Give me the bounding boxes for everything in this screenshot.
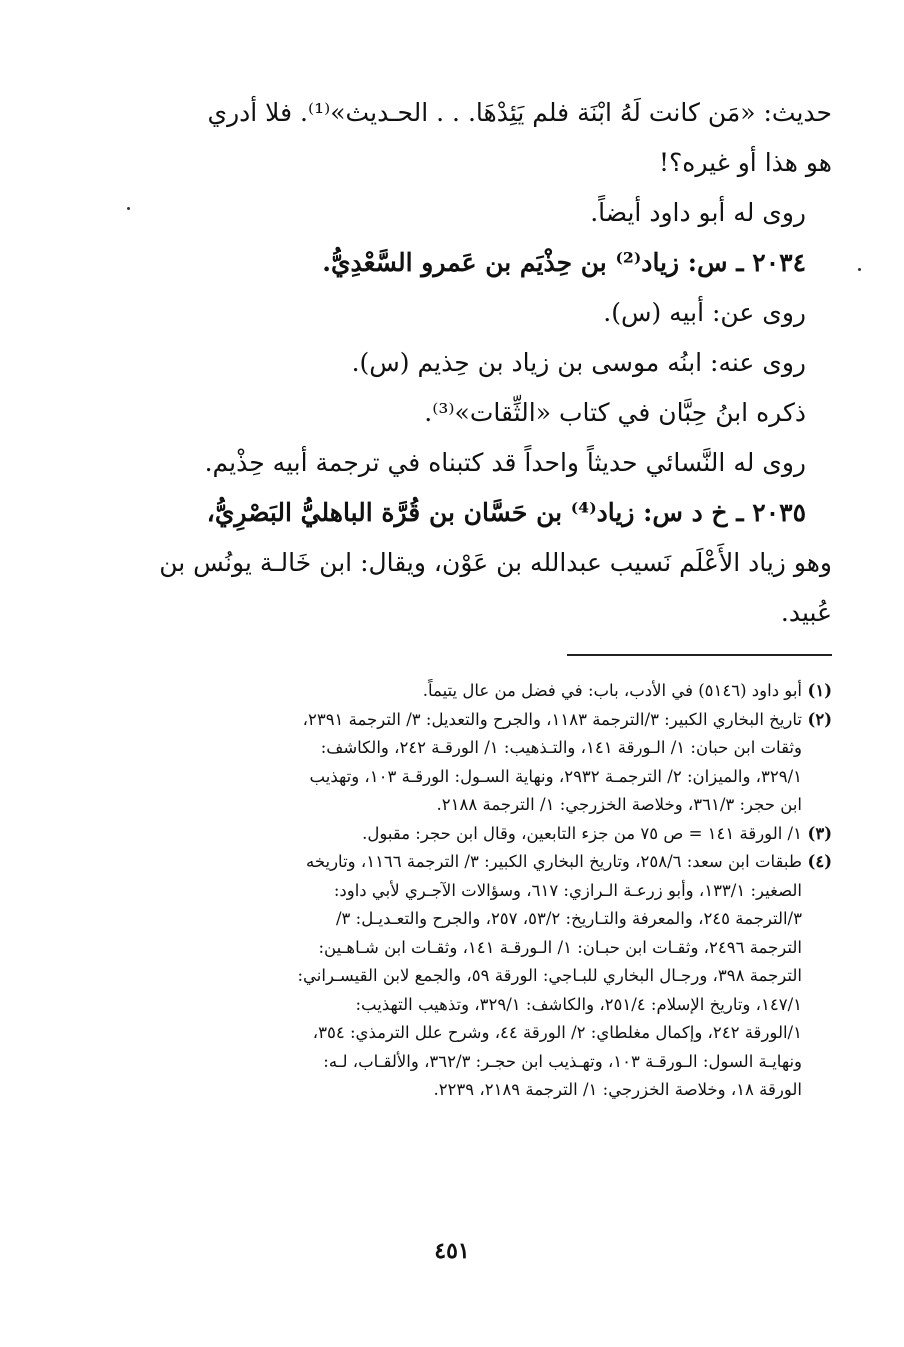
- text-line: روى عنه: ابنُه موسى بن زياد بن حِذيم (س).: [351, 348, 806, 377]
- text-line: روى له النَّسائي حديثاً واحداً قد كتبناه في ترجمة أبيه حِذْيم.: [204, 448, 806, 477]
- footnote-line: ابن حجر: ٣٦١/٣، وخلاصة الخزرجي: ١/ الترجمة ٢١٨٨.: [436, 795, 802, 814]
- entry-heading-2034: ٢٠٣٤ ـ س: زياد⁽²⁾ بن حِذْيَم بن عَمرو السَّعْدِيُّ.: [322, 248, 806, 277]
- ink-speck: [858, 268, 861, 271]
- ink-speck: [127, 207, 130, 210]
- text-line: وهو زياد الأَعْلَم نَسيب عبدالله بن عَوْن، ويقال: ابن خَالـة يونُس بن: [159, 548, 832, 577]
- footnote-line: وثقات ابن حبان: ١/ الـورقة ١٤١، والتـذهيب: ١/ الورقـة ٢٤٢، والكاشف:: [320, 738, 802, 757]
- footnote-line: ٣٢٩/١، والميزان: ٢/ الترجمـة ٢٩٣٢، ونهاية السـول: الورقـة ١٠٣، وتهذيب: [309, 766, 802, 786]
- text-line: هو هذا أو غيره؟!: [658, 148, 832, 177]
- text-line: حديث: «مَن كانت لَهُ ابْنَة فلم يَئِدْهَا. . . الحـديث»⁽¹⁾. فلا أدري: [207, 98, 832, 127]
- footnote-1: [72, 677, 832, 706]
- text-line: ذكره ابنُ حِبَّان في كتاب «الثِّقات»⁽³⁾.: [424, 398, 806, 427]
- footnote-line: ١/الورقة ٢٤٢، وإكمال مغلطاي: ٢/ الورقة ٤٤، وشرح علل الترمذي: ٣٥٤،: [312, 1023, 802, 1042]
- page-number: ٤٥١: [434, 1238, 470, 1264]
- text-line: روى عن: أبيه (س).: [603, 298, 806, 327]
- footnote-separator: [567, 654, 832, 656]
- footnote-line: أبو داود (٥١٤٦) في الأدب، باب: في فضل من عال يتيماً.: [422, 681, 802, 700]
- footnote-line: ونهايـة السول: الـورقـة ١٠٣، وتهـذيب ابن حجـر: ٣٦٢/٣، والألقـاب، لـه:: [323, 1051, 802, 1071]
- footnote-number: (١): [807, 681, 832, 700]
- footnote-number: (٣): [807, 823, 832, 843]
- text-line: عُبيد.: [780, 598, 832, 627]
- entry-heading-2035: ٢٠٣٥ ـ خ د س: زياد⁽⁴⁾ بن حَسَّان بن قُرَّة الباهليُّ البَصْرِيُّ،: [206, 498, 806, 527]
- text-line: روى له أبو داود أيضاً.: [590, 198, 806, 227]
- main-text: [70, 88, 832, 638]
- footnote-line: طبقات ابن سعد: ٢٥٨/٦، وتاريخ البخاري الكبير: ٣/ الترجمة ١١٦٦، وتاريخه: [305, 852, 802, 871]
- footnote-line: ١/ الورقة ١٤١ = ص ٧٥ من جزء التابعين، وقال ابن حجر: مقبول.: [362, 823, 802, 843]
- footnotes: [72, 677, 832, 1105]
- footnote-line: تاريخ البخاري الكبير: ٣/الترجمة ١١٨٣، والجرح والتعديل: ٣/ الترجمة ٢٣٩١،: [302, 709, 802, 729]
- footnote-line: الورقة ١٨، وخلاصة الخزرجي: ١/ الترجمة ٢١٨٩، ٢٢٣٩.: [433, 1080, 802, 1099]
- footnote-line: الترجمة ٣٩٨، ورجـال البخاري للبـاجي: الورقة ٥٩، والجمع لابن القيسـراني:: [297, 966, 802, 985]
- footnote-line: ٣/الترجمة ٢٤٥، والمعرفة والتـاريخ: ٥٣/٢، ٢٥٧، والجرح والتعـديـل: ٣/: [335, 909, 802, 928]
- footnote-4: [72, 848, 832, 1105]
- footnote-number: (٢): [807, 709, 832, 729]
- footnote-2: [72, 706, 832, 820]
- footnote-3: [72, 820, 832, 849]
- footnote-line: الترجمة ٢٤٩٦، وثقـات ابن حبـان: ١/ الـورقـة ١٤١، وثقـات ابن شـاهـين:: [318, 937, 802, 957]
- footnote-line: ١٤٧/١، وتاريخ الإسلام: ٢٥١/٤، والكاشف: ٣٢٩/١، وتذهيب التهذيب:: [355, 994, 802, 1014]
- footnote-number: (٤): [807, 852, 832, 871]
- footnote-line: الصغير: ١٣٣/١، وأبو زرعـة الـرازي: ٦١٧، وسؤالات الآجـري لأبي داود:: [333, 880, 802, 900]
